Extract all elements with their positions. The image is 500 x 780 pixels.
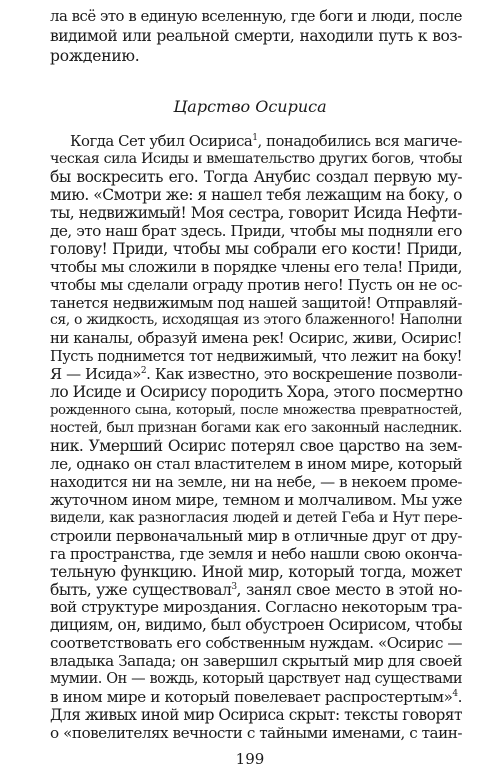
text-line: мию. «Смотри же: я нашел тебя лежащим на боку, о	[50, 185, 462, 204]
text-line: чтобы мы сложили в порядке члены его тела! Приди,	[50, 257, 462, 276]
text-line: ник. Умерший Осирис потерял свое царство на зем-	[50, 437, 462, 455]
text-line: в ином мире и который повелевает распростертым»$^4$.	[50, 688, 462, 707]
text-line: ностей, был признан богами как его законный наследник.	[50, 420, 462, 436]
section-title: Царство Осириса	[173, 97, 327, 116]
text-line: танется недвижимым под нашей защитой! Отправляй-	[50, 293, 462, 312]
text-line: га пространства, где земля и небо нашли свою оконча-	[50, 544, 462, 563]
text-line: мумии. Он — вождь, который царствует над существами	[50, 671, 462, 688]
text-line: находится ни на земле, ни на небе, — в некоем проме-	[50, 472, 462, 491]
text-line: строили первоначальный мир в отличные друг от дру-	[50, 526, 462, 545]
footnote-marker: 1	[252, 133, 258, 144]
text-line: Для живых иной мир Осириса скрыт: тексты говорят	[50, 706, 462, 725]
text-line: ся, о жидкость, исходящая из этого блаженного! Наполни	[50, 312, 462, 329]
text-line: вой структуре мироздания. Согласно некоторым тра-	[50, 598, 462, 617]
text-line: видели, как разногласия людей и детей Геба и Нут пере-	[50, 509, 462, 526]
text-line: тельную функцию. Иной мир, который тогда, может	[50, 562, 462, 581]
text-line: чтобы мы сделали ограду против него! Пусть он не ос-	[50, 275, 462, 294]
text-line: быть, уже существовал$^3$, занял свое место в этой но-	[50, 580, 463, 599]
page-number: 199	[235, 750, 265, 768]
footnote-marker: 4	[452, 689, 458, 699]
text-line: рожденного сына, который, после множества превратностей,	[50, 403, 462, 419]
text-line: ты, недвижимый! Моя сестра, говорит Исида Нефти-	[50, 203, 462, 222]
text-line: видимой или реальной смерти, находили путь к воз-	[50, 27, 462, 45]
text-line: владыка Запада; он завершил скрытый мир для своей	[50, 652, 462, 671]
text-line: рождению.	[50, 47, 140, 65]
text-line: ло Исиде и Осирису породить Хора, этого посмертно	[50, 383, 463, 402]
text-line: дициям, он, видимо, был обустроен Осирисом, чтобы	[50, 616, 462, 635]
text-line: о «повелителях вечности с тайными именами, с таин-	[50, 724, 462, 742]
text-line: ческая сила Исиды и вмешательство других богов, чтобы	[50, 150, 462, 167]
text-line: жуточном ином мире, темном и молчаливом. Мы уже	[50, 490, 462, 509]
text-line: ле, однако он стал властителем в ином мире, который	[50, 454, 462, 473]
footnote-marker: 2	[140, 366, 147, 377]
text-line: соответствовать его собственным нуждам. «Осирис —	[50, 634, 462, 653]
text-line: Когда Сет убил Осириса$^1$, понадобились вся магиче-	[70, 132, 462, 150]
text-line: Я — Исида»$^2$. Как известно, это воскрешение позволи-	[50, 365, 463, 384]
text-line: Пусть поднимется тот недвижимый, что лежит на боку!	[50, 348, 462, 366]
text-line: голову! Приди, чтобы мы собрали его кости! Приди,	[50, 239, 462, 258]
text-line: ла всё это в единую вселенную, где боги и люди, после	[50, 7, 462, 25]
text-line: ни каналы, образуй имена рек! Осирис, живи, Осирис!	[50, 329, 462, 348]
text-line: бы воскресить его. Тогда Анубис создал первую му-	[50, 167, 462, 186]
text-line: де, это наш брат здесь. Приди, чтобы мы подняли его	[50, 221, 462, 240]
footnote-marker: 3	[231, 581, 237, 592]
